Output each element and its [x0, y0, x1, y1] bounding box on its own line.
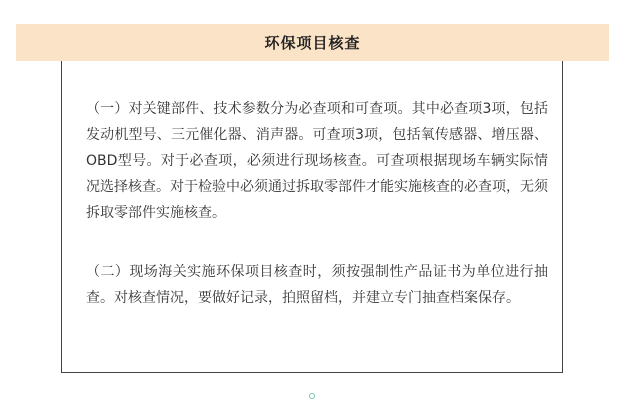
- paragraph-1: （一）对关键部件、技术参数分为必查项和可查项。其中必查项3项，包括发动机型号、三元催化器、消声器。可查项3项，包括氧传感器、增压器、OBD型号。对于必查项，必须进行现场核查。可查项根据现场车辆实际情况选择核查。对于检验中必须通过拆取零部件才能实施核查的必查项，无须拆取零部件实施核查。: [86, 101, 548, 221]
- section-title: 环保项目核查: [264, 34, 361, 52]
- paragraph-2: （二）现场海关实施环保项目核查时，须按强制性产品证书为单位进行抽查。对核查情况，要做好记录，拍照留档，并建立专门抽查档案保存。: [86, 264, 548, 306]
- content-box: [61, 61, 563, 373]
- section-header: [16, 24, 609, 61]
- circle-marker-icon: [309, 393, 315, 399]
